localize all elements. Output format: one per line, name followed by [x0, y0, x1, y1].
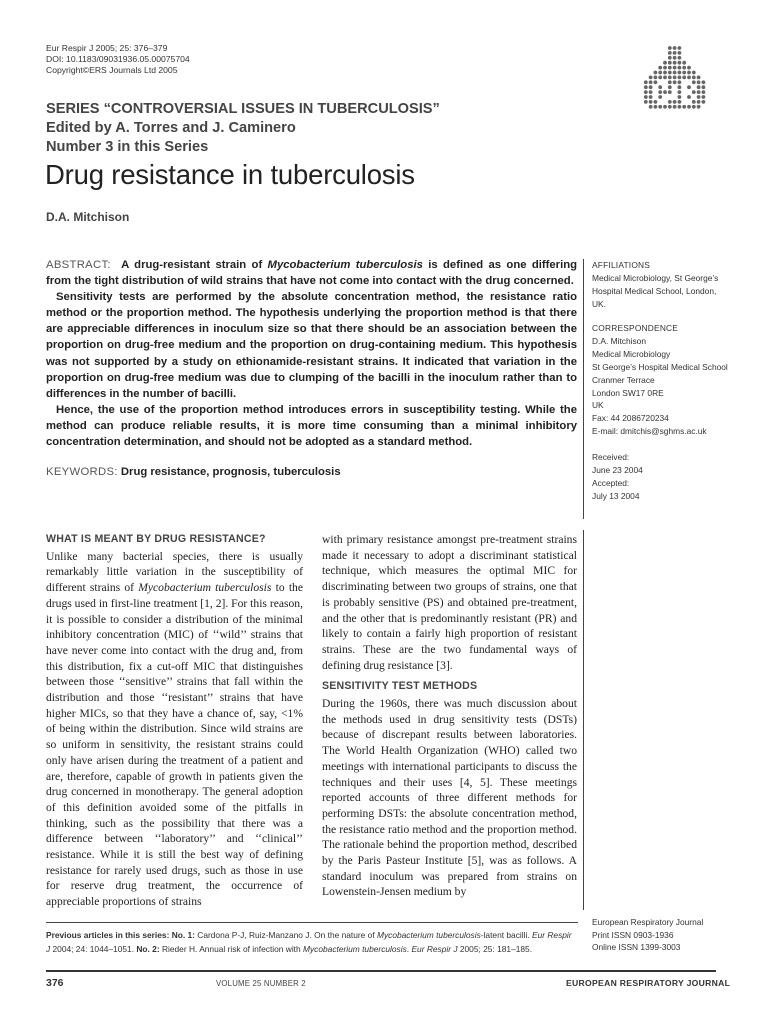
series-editors: Edited by A. Torres and J. Caminero: [46, 120, 296, 136]
abstract-paragraph-1: [46, 257, 577, 289]
body-paragraph: with primary resistance amongst pre-treatment strains made it necessary to adopt a discriminant statistical technique, which measures the optimal MIC for discriminating between two groups of strains, one that is probably sensitive (PS) and obtained pre-treatment, and the other that is predominantly resistant (PR) and likely to contain a fairly high proportion of resistant strains. These are the two fundamental ways of defining drug resistance [3].: [322, 533, 577, 672]
section-heading: WHAT IS MEANT BY DRUG RESISTANCE?: [46, 533, 266, 545]
abstract-label: ABSTRACT:: [46, 259, 111, 271]
footnote-text: 2005; 25: 181–185.: [459, 944, 533, 954]
footnote-journal: Eur Respir J: [411, 944, 458, 954]
affiliation-line: Hospital Medical School, London,: [592, 285, 717, 296]
series-number: Number 3 in this Series: [46, 139, 209, 155]
body-text: Unlike many bacterial species, there is usually remarkably little variation in the susceptibility of different strains of: [46, 549, 303, 595]
footnote-species: Mycobacterium tuberculosis: [303, 944, 407, 954]
correspondence-line: Cranmer Terrace: [592, 374, 655, 385]
footer-divider: [46, 970, 716, 972]
correspondence-block: [592, 322, 728, 438]
footnote-text: 2004; 24: 1044–1051.: [52, 944, 135, 954]
footnote-divider: [46, 922, 578, 923]
journal-footer: EUROPEAN RESPIRATORY JOURNAL: [566, 978, 731, 988]
series-header: [46, 100, 440, 157]
page-number: 376: [46, 977, 64, 989]
affiliation-line: Medical Microbiology, St George’s: [592, 272, 719, 283]
keywords: [46, 466, 341, 478]
abstract-text: A drug-resistant strain of: [121, 259, 263, 271]
affiliation-line: UK.: [592, 298, 606, 309]
journal-name: European Respiratory Journal: [592, 917, 704, 927]
accepted-label: Accepted:: [592, 477, 630, 488]
body-column-1: [46, 532, 303, 910]
footnote-lead: Previous articles in this series:: [46, 930, 170, 940]
abstract-paragraph-2: Sensitivity tests are performed by the absolute concentration method, the resistance ratio method or the proportion method. The hypothesis underlying the proportion method is that there are appreciable differences in inoculum size so that there should be an association between the proportion on drug-free medium and the proportion on drug-containing medium. This hypothesis was not supported by a study on ethionamide-resistant strains. It indicated that variation in the proportion on drug-free medium was due to clumping of the bacilli in the inoculum rather than to differences in the number of bacilli.: [46, 291, 577, 400]
correspondence-email[interactable]: E-mail: dmitchis@sghms.ac.uk: [592, 426, 707, 437]
abstract-text: is defined as one differing from the tight distribution of wild strains that have not come into contact with the drug concerned.: [46, 259, 578, 288]
ers-dotted-logo-icon: [637, 44, 717, 112]
correspondence-line: Fax: 44 2086720234: [592, 413, 669, 424]
footnote-journal: Eur Respir J: [46, 930, 572, 954]
affiliations-block: [592, 259, 718, 311]
accepted-date: July 13 2004: [592, 490, 640, 501]
correspondence-label: CORRESPONDENCE: [592, 323, 679, 333]
body-paragraph: [46, 549, 303, 910]
series-title: SERIES “CONTROVERSIAL ISSUES IN TUBERCULOSIS”: [46, 101, 440, 117]
footnote-number: No. 1:: [171, 930, 195, 940]
journal-info: [592, 916, 703, 954]
correspondence-line: London SW17 0RE: [592, 387, 664, 398]
footnote-text: Rieder H. Annual risk of infection with: [161, 944, 301, 954]
footnote-text: -latent bacilli.: [480, 930, 530, 940]
footnote-species: Mycobacterium tuberculosis: [376, 930, 481, 940]
copyright: Copyright©ERS Journals Ltd 2005: [46, 65, 178, 76]
correspondence-line: D.A. Mitchison: [592, 335, 646, 346]
affiliations-label: AFFILIATIONS: [592, 260, 651, 270]
footnote-number: No. 2:: [136, 944, 160, 954]
dates-block: [592, 451, 643, 503]
article-title: Drug resistance in tuberculosis: [45, 159, 415, 190]
body-column-2: [322, 532, 577, 900]
section-heading: SENSITIVITY TEST METHODS: [322, 680, 478, 693]
footnote: [46, 928, 578, 956]
divider: [583, 259, 584, 519]
correspondence-line: UK: [592, 400, 604, 411]
doi: DOI: 10.1183/09031936.05.00075704: [46, 54, 190, 65]
abstract-paragraph-3: Hence, the use of the proportion method introduces errors in susceptibility testing. While the method can produce reliable results, it is more time consuming than a minimal inhibitory concentration determination, and should not be adopted as a standard method.: [46, 403, 577, 449]
keywords-label: KEYWORDS:: [46, 466, 118, 478]
footnote-text: .: [406, 944, 410, 954]
correspondence-line: Medical Microbiology: [592, 348, 671, 359]
online-issn: Online ISSN 1399-3003: [592, 942, 681, 952]
print-issn: Print ISSN 0903-1936: [592, 929, 674, 940]
received-label: Received:: [592, 452, 630, 462]
divider: [583, 530, 584, 910]
footnote-text: Cardona P-J, Ruiz-Manzano J. On the nature of: [197, 930, 375, 940]
citation-block: [46, 43, 190, 77]
body-text: to the drugs used in first-line treatment [1, 2]. For this reason, it is possible to consider a distribution of the minimal inhibitory concentration (MIC) of ‘‘wild’’ strains that have never come into contact with the drug and, from this distribution, fix a cut-off MIC that distinguishes between those ‘‘sensitive’’ strains that fall within the distribution and those ‘‘resistant’’ strains that have higher MICs, so that they have a chance of, say, <1% of being within the distribution. Since wild strains are so uniform in sensitivity, the resistant strains could only have arisen during the treatment of a patient and are, therefore, capable of growth in patients given the drug concerned in monotherapy. The general adoption of this definition avoided some of the pitfalls in thinking, such as the possibility that there was a difference between ‘‘laboratory’’ and ‘‘clinical’’ resistance. While it is still the best way of defining resistance for rarely used drugs, such as those in use for reserve drug treatment, the occurrence of appreciable proportions of strains: [46, 581, 303, 909]
received-date: June 23 2004: [592, 464, 643, 475]
body-paragraph: During the 1960s, there was much discussion about the methods used in drug sensitivity tests (DSTs) because of discrepant results between laboratories. The World Health Organization (WHO) called two meetings with international participants to discuss the techniques and their uses [4, 5]. These meetings reported accounts of three different methods for performing DSTs: the absolute concentration method, the resistance ratio method and the proportion method. The rationale behind the proportion method, described by the Paris Pasteur Institute [5], was as follows. A standard inoculum was prepared from strains on Lowenstein-Jensen medium by: [322, 697, 577, 899]
species-name: Mycobacterium tuberculosis: [267, 259, 423, 271]
keywords-value: Drug resistance, prognosis, tuberculosis: [120, 466, 341, 478]
author: D.A. Mitchison: [46, 210, 130, 224]
abstract: [46, 257, 577, 450]
correspondence-line: St George’s Hospital Medical School: [592, 361, 728, 372]
volume-info: VOLUME 25 NUMBER 2: [216, 979, 306, 988]
citation: Eur Respir J 2005; 25: 376–379: [46, 43, 168, 53]
species-name: Mycobacterium tuberculosis: [138, 581, 272, 595]
